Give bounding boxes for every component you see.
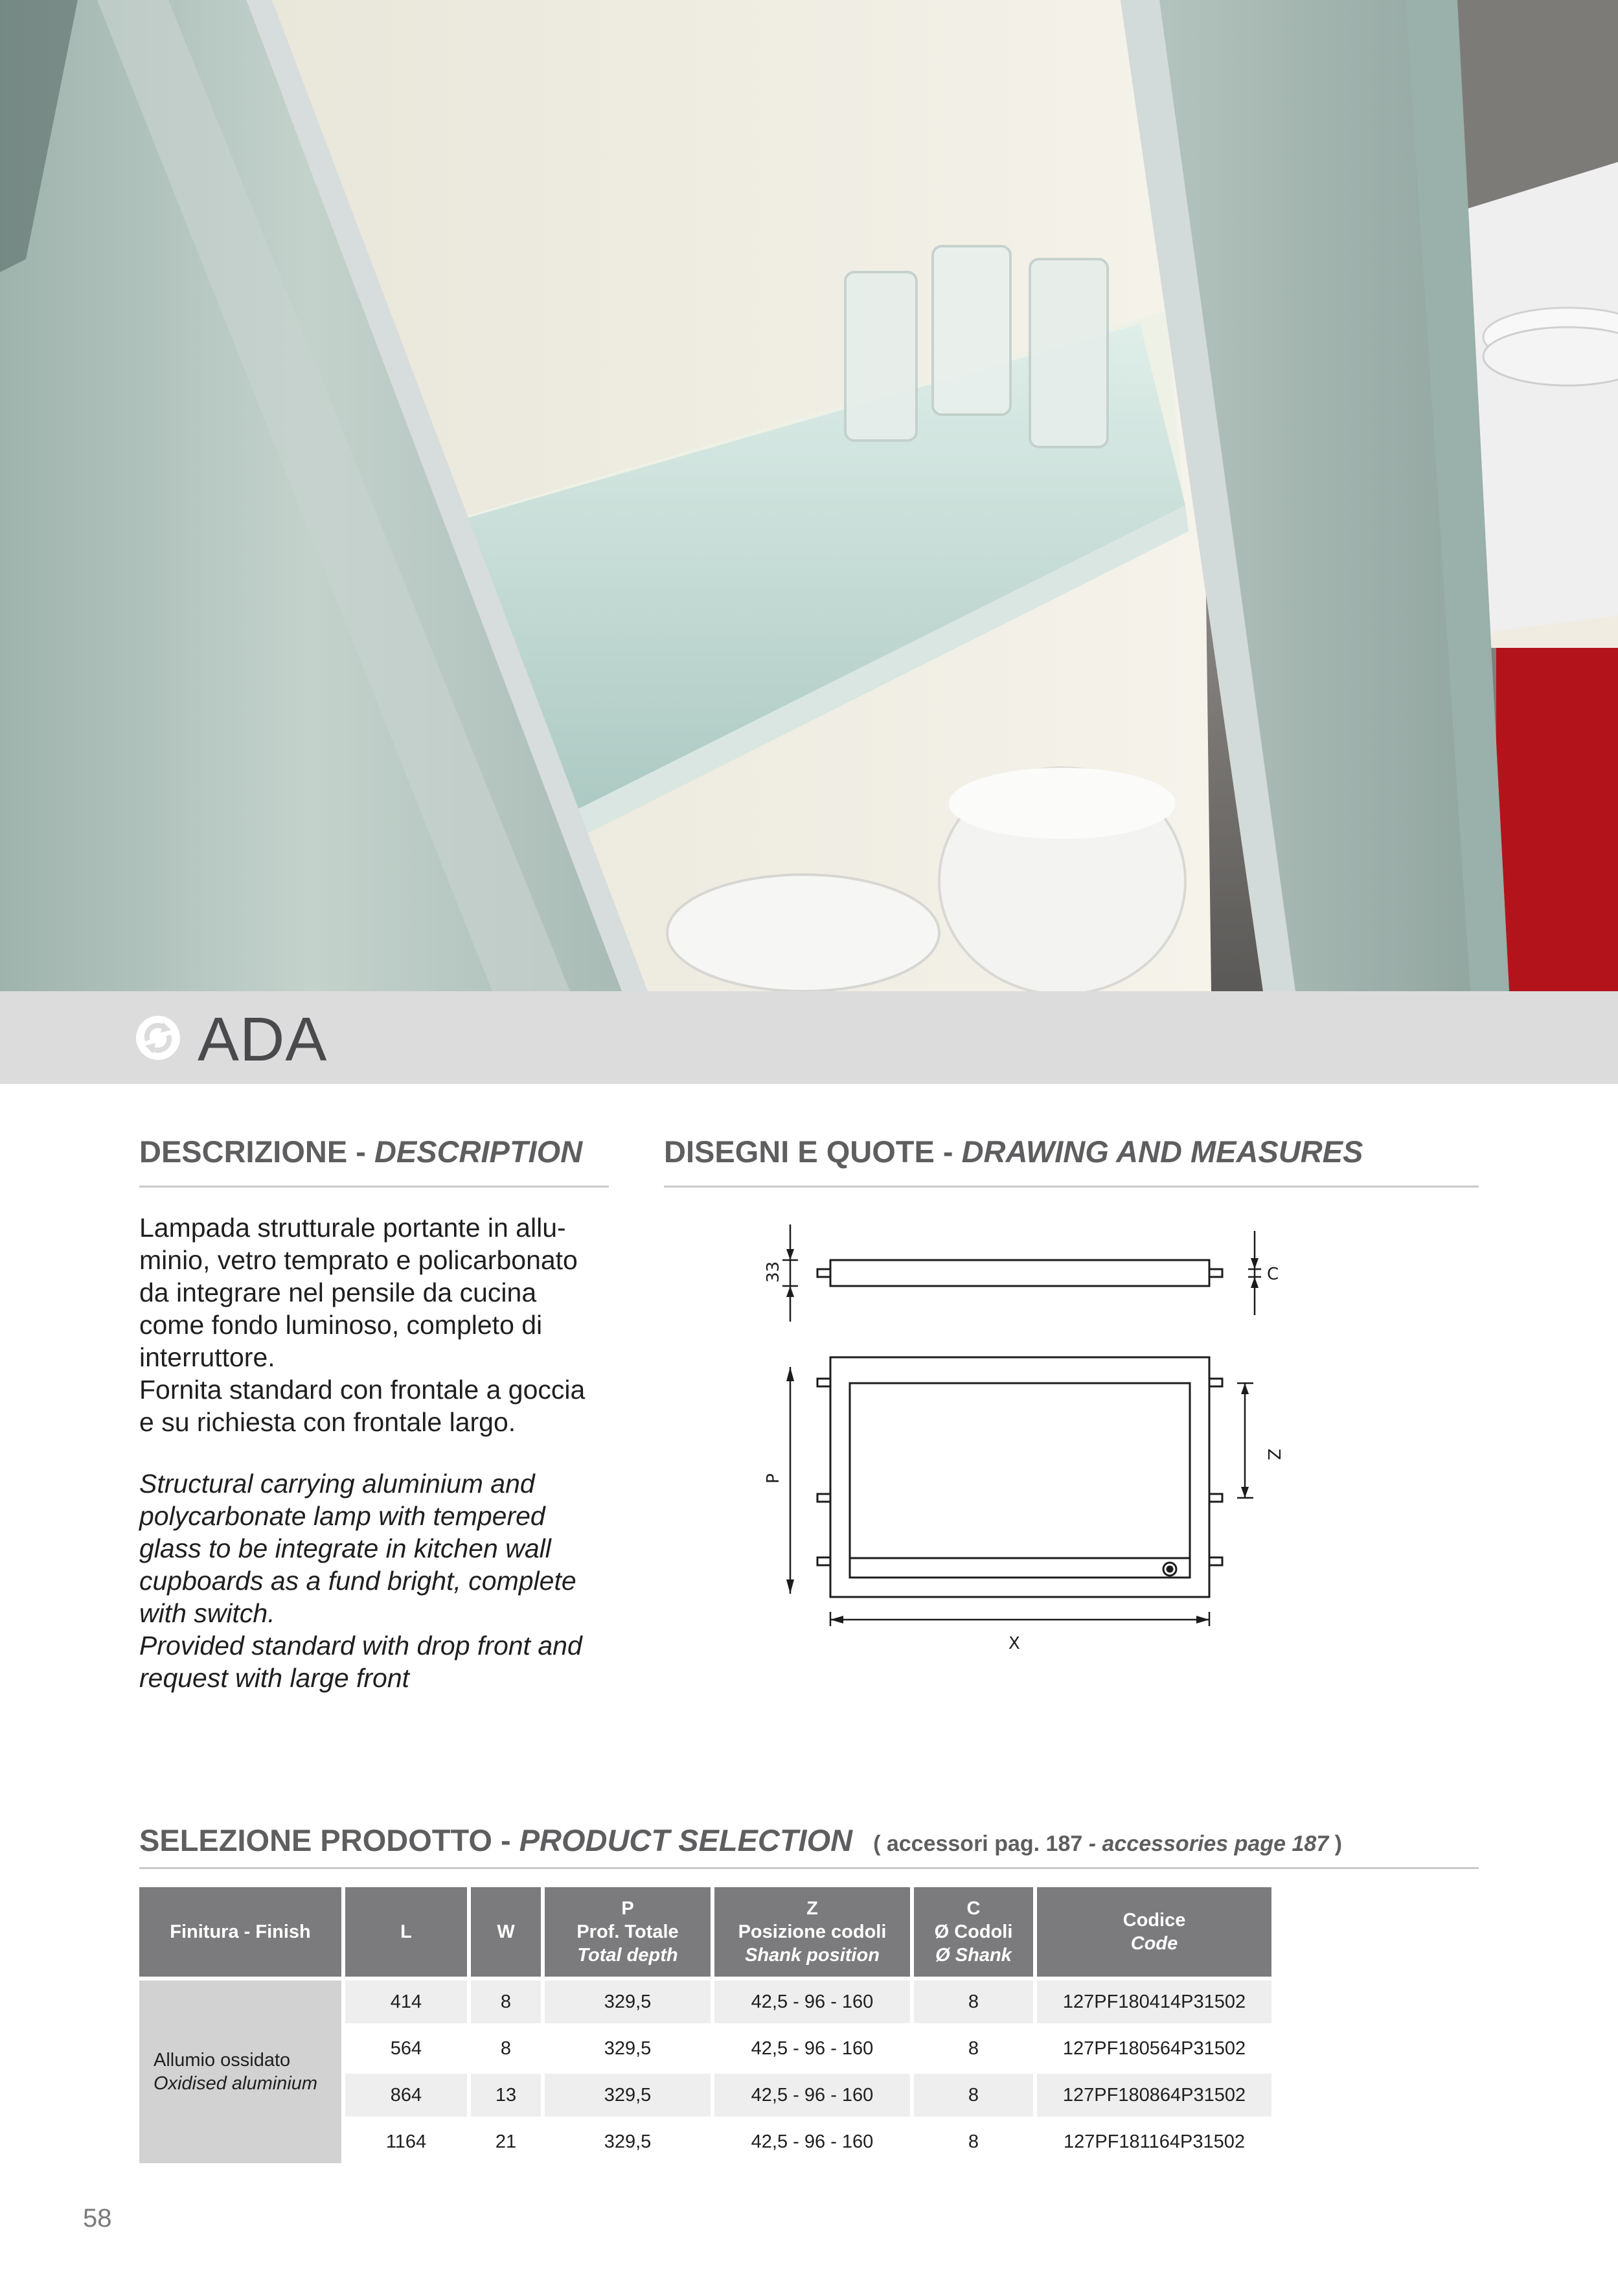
- cell-c: 8: [914, 1980, 1033, 2023]
- cell-z: 42,5 - 96 - 160: [714, 2074, 910, 2117]
- cell-p: 329,5: [545, 2074, 711, 2117]
- description-text-it: [139, 1211, 619, 1438]
- description-rule: [139, 1186, 609, 1188]
- cell-code: 127PF180864P31502: [1037, 2074, 1271, 2117]
- cell-w: 8: [471, 2027, 541, 2070]
- cell-l: 564: [345, 2027, 467, 2070]
- description-line: Fornita standard con frontale a goccia: [139, 1375, 586, 1405]
- cell-c: 8: [914, 2120, 1033, 2163]
- product-table: [135, 1883, 1275, 2167]
- cell-w: 21: [471, 2120, 541, 2163]
- dim-z-label: Z: [1264, 1449, 1283, 1460]
- description-text-en: [139, 1467, 619, 1694]
- cell-l: 1164: [345, 2120, 467, 2163]
- col-l: L: [345, 1887, 467, 1977]
- cell-l: 864: [345, 2074, 467, 2117]
- drawing-heading: [664, 1134, 1363, 1169]
- cell-p: 329,5: [545, 2027, 711, 2070]
- lamp-frame: [830, 1357, 1209, 1597]
- cell-z: 42,5 - 96 - 160: [714, 1980, 910, 2023]
- dim-x-label: X: [1008, 1634, 1020, 1653]
- cell-z: 42,5 - 96 - 160: [714, 2120, 910, 2163]
- col-finish: Finitura - Finish: [139, 1887, 341, 1977]
- profile-shank-right: [1209, 1269, 1222, 1277]
- description-line: Structural carrying aluminium and: [139, 1469, 535, 1498]
- ada-cycle-icon: [135, 1015, 181, 1061]
- profile-body: [830, 1260, 1209, 1286]
- lamp-panel: [850, 1383, 1190, 1578]
- cell-code: 127PF180564P31502: [1037, 2027, 1271, 2070]
- selection-heading-it: SELEZIONE PRODOTTO -: [139, 1823, 519, 1857]
- col-p: P Prof. Totale Total depth: [545, 1887, 711, 1977]
- description-line: minio, vetro temprato e policarbonato: [139, 1245, 578, 1275]
- cell-code: 127PF180414P31502: [1037, 1980, 1271, 2023]
- description-line: with switch.: [139, 1598, 275, 1628]
- cell-l: 414: [345, 1980, 467, 2023]
- dim-height-label: 33: [764, 1261, 783, 1283]
- description-line: e su richiesta con frontale largo.: [139, 1407, 516, 1437]
- finish-it: Allumio ossidato: [154, 2050, 291, 2071]
- cell-c: 8: [914, 2027, 1033, 2070]
- selection-heading: [139, 1822, 1342, 1858]
- col-z: Z Posizione codoli Shank position: [714, 1887, 910, 1977]
- cell-p: 329,5: [545, 2120, 711, 2163]
- description-line: request with large front: [139, 1663, 410, 1693]
- cell-p: 329,5: [545, 1980, 711, 2023]
- description-heading-en: DESCRIPTION: [374, 1134, 583, 1169]
- description-heading: [139, 1134, 582, 1169]
- cell-code: 127PF181164P31502: [1037, 2120, 1271, 2163]
- accessories-note: ( accessori pag. 187 - accessories page 187 ): [873, 1831, 1342, 1856]
- cell-z: 42,5 - 96 - 160: [714, 2027, 910, 2070]
- table-header-row: [139, 1887, 1271, 1977]
- description-line: come fondo luminoso, completo di: [139, 1310, 543, 1340]
- page-number: 58: [83, 2204, 112, 2233]
- description-line: Lampada strutturale portante in allu-: [139, 1213, 566, 1243]
- description-line: cupboards as a fund bright, complete: [139, 1566, 576, 1596]
- selection-heading-en: PRODUCT SELECTION: [519, 1823, 853, 1857]
- description-line: interruttore.: [139, 1342, 275, 1372]
- col-code: Codice Code: [1037, 1887, 1271, 1977]
- cell-c: 8: [914, 2074, 1033, 2117]
- description-line: polycarbonate lamp with tempered: [139, 1501, 545, 1531]
- finish-en: Oxidised aluminium: [154, 2073, 318, 2094]
- drawing-heading-en: DRAWING AND MEASURES: [961, 1134, 1363, 1169]
- finish-cell: [139, 1980, 341, 2163]
- col-c: C Ø Codoli Ø Shank: [914, 1887, 1033, 1977]
- product-title-band: [0, 991, 1618, 1084]
- col-w: W: [471, 1887, 541, 1977]
- cell-w: 13: [471, 2074, 541, 2117]
- cell-w: 8: [471, 1980, 541, 2023]
- description-line: Provided standard with drop front and: [139, 1631, 582, 1660]
- product-name: ADA: [198, 1005, 328, 1074]
- table-row: [139, 1980, 1271, 2023]
- technical-drawing: [745, 1205, 1295, 1671]
- profile-shank-left: [817, 1269, 830, 1277]
- dim-p-label: P: [764, 1473, 783, 1484]
- selection-rule: [139, 1867, 1479, 1869]
- description-line: glass to be integrate in kitchen wall: [139, 1533, 551, 1563]
- hero-photo: [0, 0, 1618, 991]
- drawing-heading-it: DISEGNI E QUOTE -: [664, 1134, 962, 1169]
- description-line: da integrare nel pensile da cucina: [139, 1278, 537, 1307]
- dim-c-label: C: [1267, 1265, 1279, 1284]
- description-heading-it: DESCRIZIONE -: [139, 1134, 374, 1169]
- drawing-rule: [664, 1186, 1479, 1188]
